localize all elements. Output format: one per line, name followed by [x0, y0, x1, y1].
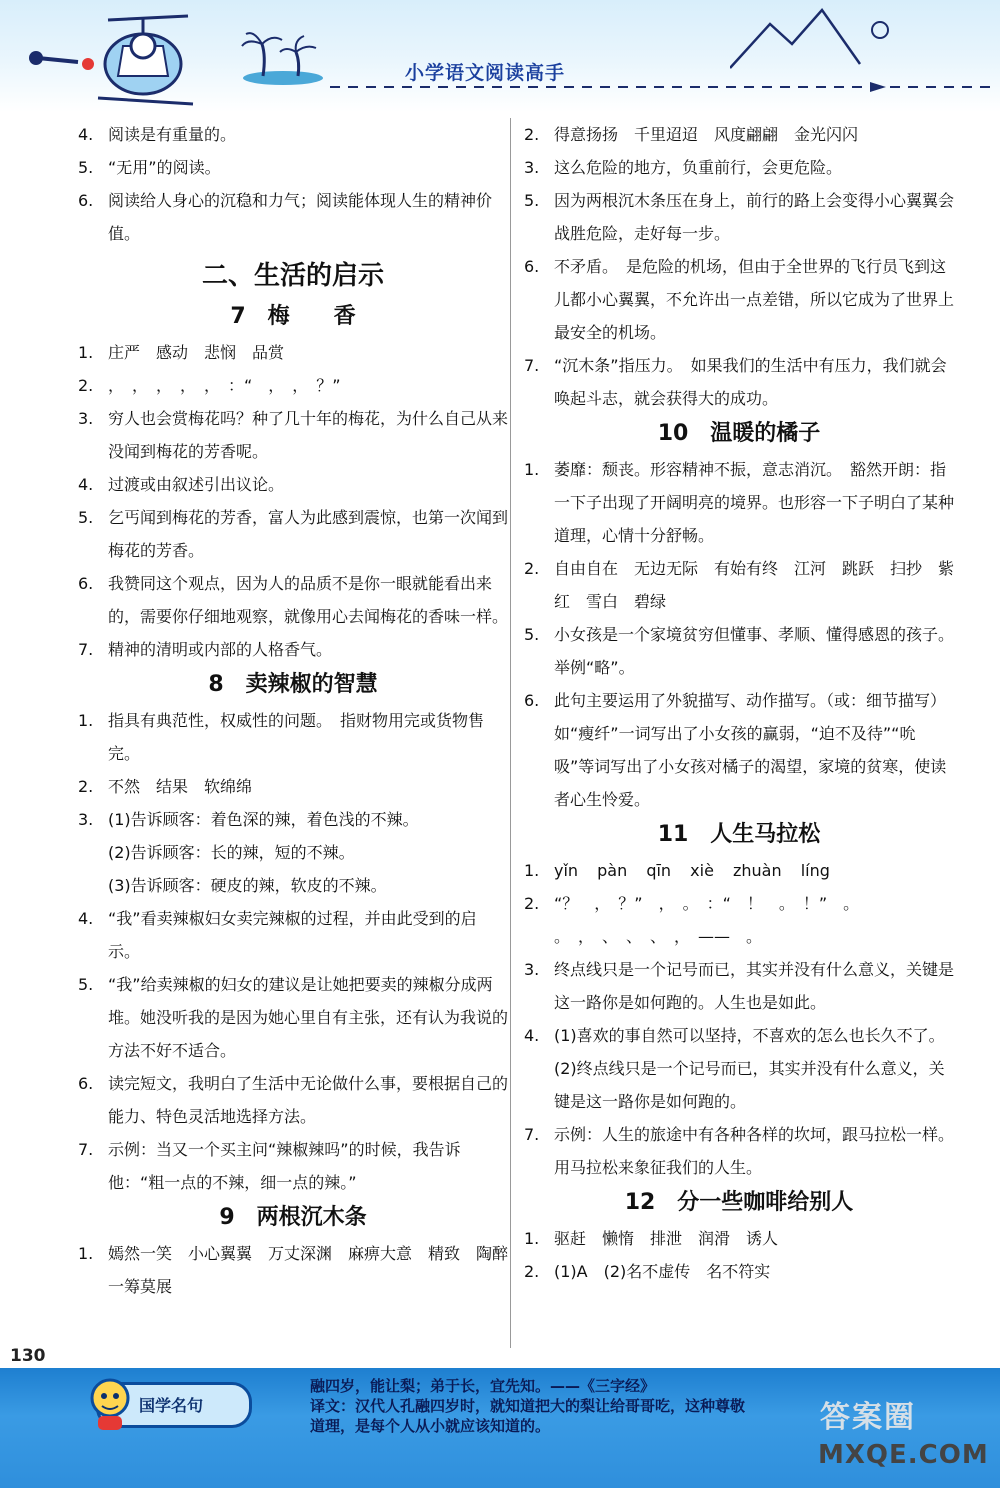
answer-number: 1.: [78, 343, 94, 362]
right-column: [524, 118, 954, 1288]
answer-number: 2.: [524, 125, 540, 144]
answer-number: 1.: [78, 1244, 94, 1263]
answer-number: 3.: [78, 810, 94, 829]
answer-text: 驱赶 懒惰 排泄 润滑 诱人: [554, 1229, 779, 1248]
answer-text: “我”看卖辣椒妇女卖完辣椒的过程，并由此受到的启示。: [108, 909, 477, 961]
answer-text: 阅读给人身心的沉稳和力气；阅读能体现人生的精神价值。: [108, 191, 493, 243]
answer-text: 示例：人生的旅途中有各种各样的坎坷，跟马拉松一样。用马拉松来象征我们的人生。: [554, 1125, 955, 1177]
answer-item: [78, 468, 508, 501]
answer-item: [524, 453, 954, 552]
answer-text: 阅读是有重量的。: [108, 125, 237, 144]
answer-item: [524, 1222, 954, 1255]
answer-number: 5.: [78, 158, 94, 177]
answer-number: 7.: [78, 1140, 94, 1159]
answer-text: 小女孩是一个家境贫穷但懂事、孝顺、懂得感恩的孩子。举例“略”。: [554, 625, 955, 677]
answer-text: yǐn pàn qīn xiè zhuàn líng: [554, 861, 830, 880]
answer-item: [524, 854, 954, 887]
answer-text: 终点线只是一个记号而已，其实并没有什么意义，关键是这一路你是如何跑的。人生也是如此。: [554, 960, 955, 1012]
answer-text: 因为两根沉木条压在身上，前行的路上会变得小心翼翼会战胜危险，走好每一步。: [554, 191, 955, 243]
answer-subline: (2)终点线只是一个记号而已，其实并没有什么意义，关键是这一路你是如何跑的。: [554, 1059, 945, 1111]
answer-number: 6.: [78, 1074, 94, 1093]
answer-number: 2.: [524, 1262, 540, 1281]
book-title: 小学语文阅读高手: [405, 62, 566, 84]
watermark-url: MXQE.COM: [818, 1440, 989, 1470]
answer-subline: (3)告诉顾客：硬皮的辣，软皮的不辣。: [108, 876, 387, 895]
answer-number: 4.: [78, 909, 94, 928]
answer-text: “？ ， ？” ， 。 ：“ ！ 。 ！” 。: [554, 894, 860, 913]
answer-number: 1.: [78, 711, 94, 730]
lesson-title: 9 两根沉木条: [219, 1205, 367, 1230]
answer-item: [524, 1118, 954, 1184]
answer-number: 3.: [78, 409, 94, 428]
answer-text: “沉木条”指压力。 如果我们的生活中有压力，我们就会唤起斗志，就会获得大的成功。: [554, 356, 947, 408]
answer-text: 庄严 感动 悲悯 品赏: [108, 343, 285, 362]
answer-text: 过渡或由叙述引出议论。: [108, 475, 285, 494]
answer-item: [78, 704, 508, 770]
answer-number: 7.: [524, 356, 540, 375]
answer-text: ， ， ， ， ， ：“ ， ， ？”: [108, 376, 341, 395]
answer-number: 2.: [78, 777, 94, 796]
answer-item: [78, 336, 508, 369]
answer-item: [524, 151, 954, 184]
answer-number: 6.: [524, 691, 540, 710]
helicopter-illustration: [18, 6, 198, 106]
answer-number: 4.: [78, 475, 94, 494]
answer-item: [78, 902, 508, 968]
answer-item: [78, 1133, 508, 1199]
answer-subline: (2)告诉顾客：长的辣，短的不辣。: [108, 843, 355, 862]
answer-text: “我”给卖辣椒的妇女的建议是让她把要卖的辣椒分成两堆。她没听我的是因为她心里自有主张，还有认为我说的方法不好不适合。: [108, 975, 509, 1060]
palm-island-illustration: [238, 26, 328, 88]
answer-item: [524, 250, 954, 349]
answer-number: 7.: [78, 640, 94, 659]
answer-item: [78, 567, 508, 633]
answer-number: 4.: [524, 1026, 540, 1045]
answer-item: [78, 770, 508, 803]
answer-text: “无用”的阅读。: [108, 158, 221, 177]
mascot-icon: [84, 1374, 140, 1434]
answer-number: 5.: [78, 975, 94, 994]
answer-item: [78, 501, 508, 567]
answer-item: [78, 151, 508, 184]
page-header: [0, 0, 1000, 112]
answer-item: [524, 184, 954, 250]
answer-item: [524, 1019, 954, 1052]
lesson-title: 7 梅 香: [230, 304, 356, 329]
quote-line-2: 译文：汉代人孔融四岁时，就知道把大的梨让给哥哥吃，这种尊敬: [310, 1397, 746, 1415]
answer-text: 得意扬扬 千里迢迢 风度翩翩 金光闪闪: [554, 125, 859, 144]
answer-text: 嫣然一笑 小心翼翼 万丈深渊 麻痹大意 精致 陶醉 一筹莫展: [108, 1244, 525, 1296]
answer-number: 2.: [78, 376, 94, 395]
answer-number: 4.: [78, 125, 94, 144]
answer-number: 1.: [524, 861, 540, 880]
answer-item: [524, 1255, 954, 1288]
answer-text: 读完短文，我明白了生活中无论做什么事，要根据自己的能力、特色灵活地选择方法。: [108, 1074, 509, 1126]
answer-text: 这么危险的地方，负重前行，会更危险。: [554, 158, 843, 177]
answer-text: 指具有典范性，权威性的问题。 指财物用完或货物售完。: [108, 711, 485, 763]
answer-item: [78, 1067, 508, 1133]
answer-number: 6.: [78, 191, 94, 210]
answer-number: 6.: [524, 257, 540, 276]
answer-item: [78, 402, 508, 468]
mountain-illustration: [730, 4, 900, 74]
answer-number: 6.: [78, 574, 94, 593]
answer-text: (1)喜欢的事自然可以坚持，不喜欢的怎么也长久不了。: [554, 1026, 945, 1045]
answer-number: 5.: [524, 191, 540, 210]
answer-item: [78, 968, 508, 1067]
quote-line-3: 道理，是每个人从小就应该知道的。: [310, 1417, 551, 1435]
quote-line-1: 融四岁，能让梨；弟于长，宜先知。——《三字经》: [310, 1377, 656, 1395]
answer-text: 此句主要运用了外貌描写、动作描写。（或：细节描写）如“瘦纤”一词写出了小女孩的赢弱，“迫不及待”“吮吸”等词写出了小女孩对橘子的渴望，家境的贫寒，使读者心生怜爱。: [554, 691, 947, 809]
column-divider: [510, 118, 511, 1348]
answer-text: (1)告诉顾客：着色深的辣，着色浅的不辣。: [108, 810, 419, 829]
answer-number: 3.: [524, 158, 540, 177]
answer-item: [524, 349, 954, 415]
answer-text: 不矛盾。 是危险的机场，但由于全世界的飞行员飞到这儿都小心翼翼，不允许出一点差错，所以它成为了世界上最安全的机场。: [554, 257, 955, 342]
answer-item: [524, 887, 954, 920]
answer-item: [78, 184, 508, 250]
answer-item: [78, 1237, 525, 1303]
answer-number: 3.: [524, 960, 540, 979]
badge-label: 国学名句: [139, 1396, 204, 1415]
answer-text: 穷人也会赏梅花吗？种了几十年的梅花，为什么自己从来没闻到梅花的芳香呢。: [108, 409, 509, 461]
answer-item: [78, 118, 508, 151]
lesson-title: 10 温暖的橘子: [657, 421, 821, 446]
answer-text: 乞丐闻到梅花的芳香，富人为此感到震惊，也第一次闻到梅花的芳香。: [108, 508, 509, 560]
answer-text: 萎靡：颓丧。形容精神不振，意志消沉。 豁然开朗：指一下子出现了开阔明亮的境界。也形容一下子明白了某种道理，心情十分舒畅。: [554, 460, 955, 545]
answer-number: 2.: [524, 894, 540, 913]
watermark-logo: 答案圈: [820, 1400, 916, 1435]
answer-number: 1.: [524, 460, 540, 479]
section-heading: 二、生活的启示: [201, 261, 384, 291]
answer-item: [524, 684, 954, 816]
answer-number: 2.: [524, 559, 540, 578]
lesson-title: 12 分一些咖啡给别人: [624, 1190, 854, 1215]
page-number: 130: [10, 1346, 46, 1366]
answer-item: [78, 369, 508, 402]
answer-item: [78, 803, 508, 836]
answer-item: [524, 552, 954, 618]
answer-text: 精神的清明或内部的人格香气。: [108, 640, 333, 659]
answer-number: 7.: [524, 1125, 540, 1144]
answer-text: 不然 结果 软绵绵: [108, 777, 253, 796]
answer-number: 5.: [78, 508, 94, 527]
lesson-title: 8 卖辣椒的智慧: [208, 672, 378, 697]
answer-item: [524, 953, 954, 1019]
answer-text: (1)A (2)名不虚传 名不符实: [554, 1262, 771, 1281]
left-column: [78, 118, 525, 1303]
answer-text: 示例：当又一个买主问“辣椒辣吗”的时候，我告诉他：“粗一点的不辣，细一点的辣。”: [108, 1140, 461, 1192]
answer-subline: 。 ， 、 、 、 ， —— 。: [554, 927, 763, 946]
lesson-title: 11 人生马拉松: [657, 822, 821, 847]
answer-number: 1.: [524, 1229, 540, 1248]
answer-item: [524, 118, 954, 151]
answer-number: 5.: [524, 625, 540, 644]
answer-text: 我赞同这个观点，因为人的品质不是你一眼就能看出来的，需要你仔细地观察，就像用心去闻梅花的香味一样。: [108, 574, 509, 626]
answer-item: [524, 618, 954, 684]
answer-item: [78, 633, 508, 666]
answer-text: 自由自在 无边无际 有始有终 江河 跳跃 扫抄 紫红 雪白 碧绿: [554, 559, 955, 611]
